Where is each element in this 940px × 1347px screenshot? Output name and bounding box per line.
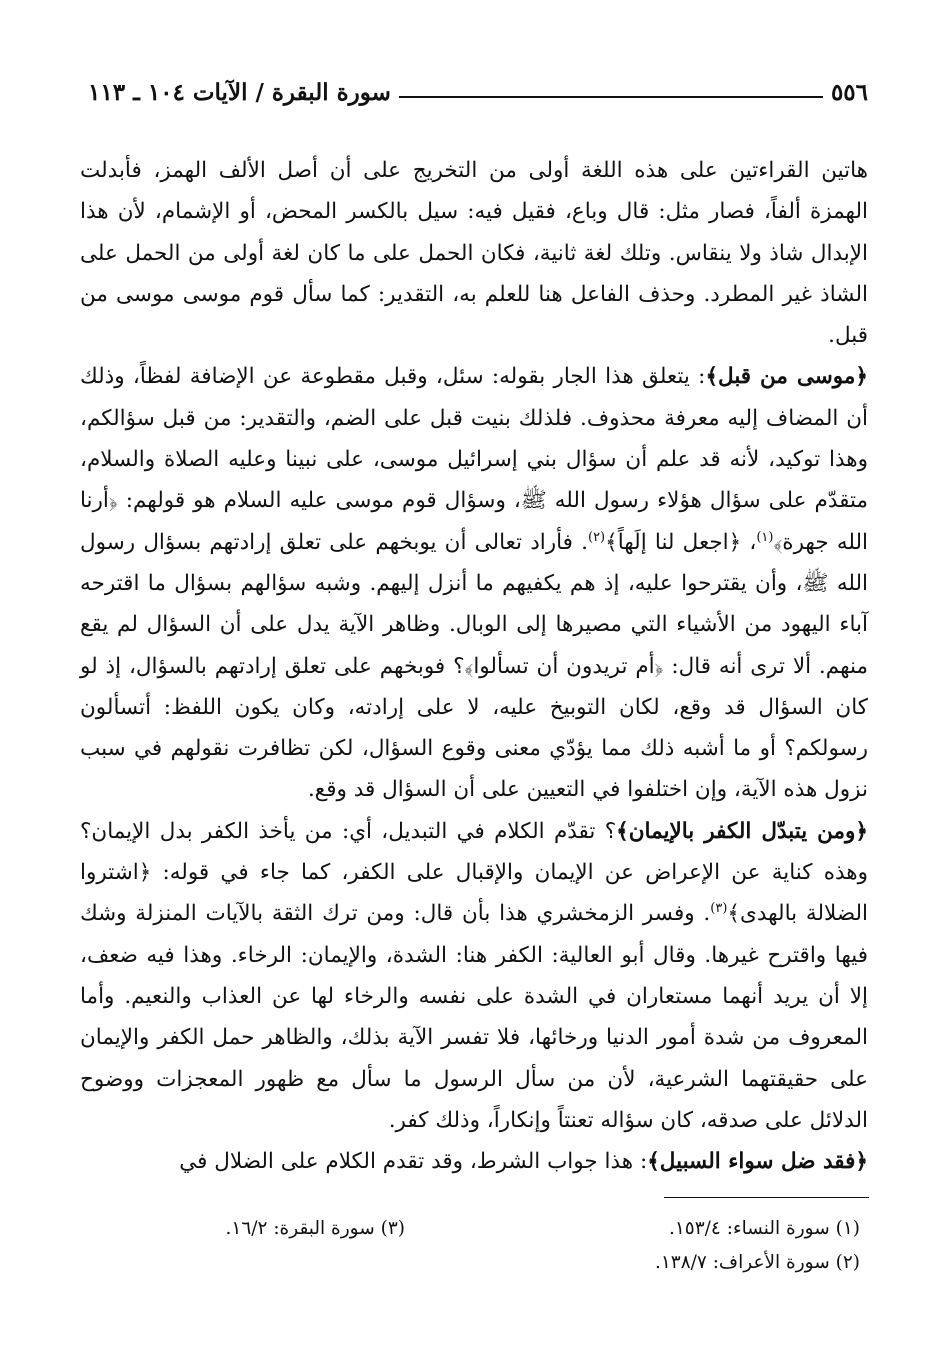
paragraph-3 bbox=[80, 811, 868, 1141]
footnote-ref: (١) bbox=[756, 529, 774, 545]
header-rule bbox=[399, 96, 823, 98]
verse-keyword: ﴿ومن يتبدّل الكفر بالإيمان﴾ bbox=[616, 818, 869, 844]
footnote-1: (١) سورة النساء: ١٥٣/٤. bbox=[668, 1218, 860, 1239]
footnote-2: (٢) سورة الأعراف: ١٣٨/٧. bbox=[654, 1252, 860, 1273]
footnote-ref: (٢) bbox=[587, 529, 606, 545]
paragraph-text: . وفسر الزمخشري هذا بأن قال: ومن ترك الثقة بالآيات المنزلة وشك فيها واقترح غيرها. وقال أبو العالية: الكفر هنا: الشدة، والإيمان: الرخاء. وهذا فيه ضعف، إلا أن يريد أنهما مستعاران في الشدة على نفسه والرخاء لها عن العذاب والنعيم. وأما المعروف من شدة أمور الدنيا ورخائها، فلا تفسر الآية بذلك، والظاهر حمل الكفر والإيمان على حقيقتهما الشرعية، لأن من سأل الرسول ما سأل مع ظهور المعجزات ووضوح الدلائل على صدقه، كان سؤاله تعنتاً وإنكاراً، وذلك كفر. bbox=[80, 901, 868, 1133]
footnote-rule bbox=[664, 1197, 869, 1198]
verse-keyword: ﴿فقد ضل سواء السبيل﴾ bbox=[647, 1149, 868, 1175]
running-header bbox=[88, 66, 868, 106]
paragraph-text: : يتعلق هذا الجار بقوله: سئل، وقبل مقطوعة عن الإضافة لفظاً، وذلك أن المضاف إليه معرفة محذوف. فلذلك بنيت قبل على الضم، والتقدير: من قبل سؤالكم، وهذا توكيد، لأنه قد علم أن سؤال بني إسرائيل موسى، على نبينا وعليه الصلاة والسلام، متقدّم على سؤال هؤلاء رسول الله ﷺ، وسؤال قوم موسى عليه السلام هو قولهم: ﴿أرنا الله جهرة﴾ bbox=[80, 364, 868, 555]
main-text bbox=[80, 150, 868, 1182]
footnote-ref: (٣) bbox=[710, 901, 728, 917]
paragraph-2 bbox=[80, 356, 868, 810]
paragraph-4 bbox=[80, 1141, 868, 1182]
paragraph-text: : هذا جواب الشرط، وقد تقدم الكلام على الضلال في bbox=[179, 1149, 648, 1175]
page-number: ٥٥٦ bbox=[830, 79, 868, 106]
paragraph-text: ؟ تقدّم الكلام في التبديل، أي: من يأخذ الكفر بدل الإيمان؟ وهذه كناية عن الإعراض عن الإيمان والإقبال على الكفر، كما جاء في قوله: ﴿اشتروا الضلالة بالهدى﴾ bbox=[80, 818, 868, 927]
paragraph-text: ، ﴿اجعل لنا إلَهاً﴾ bbox=[605, 529, 757, 555]
footnote-row bbox=[80, 1212, 860, 1246]
footnote-3: (٣) سورة البقرة: ١٦/٢. bbox=[225, 1218, 405, 1239]
verse-keyword: ﴿موسى من قبل﴾ bbox=[705, 364, 869, 390]
paragraph-1: هاتين القراءتين على هذه اللغة أولى من التخريج على أن أصل الألف الهمز، فأبدلت الهمزة ألفاً، فصار مثل: قال وباع، فقيل فيه: سيل بالكسر المحض، أو الإشمام، لأن هذا الإبدال شاذ ولا ينقاس. وتلك لغة ثانية، فكان الحمل على ما كان لغة أولى من الحمل على الشاذ غير المطرد. وحذف الفاعل هنا للعلم به، التقدير: كما سأل قوم موسى موسى من قبل. bbox=[80, 158, 868, 349]
paragraph-text: . فأراد تعالى أن يوبخهم على تعلق إرادتهم بسؤال رسول الله ﷺ، وأن يقترحوا عليه، إذ هم يكفيهم ما أنزل إليهم. وشبه سؤالهم بسؤال ما اقترحه آباء اليهود من الأشياء التي مصيرها إلى الوبال. وظاهر الآية يدل على أن السؤال لم يقع منهم. ألا ترى أنه قال: ﴿أم تريدون أن تسألوا﴾؟ فوبخهم على تعلق إرادتهم بالسؤال، إذ لو كان السؤال قد وقع، لكان التوبيخ عليه، لا على إرادته، وكان يكون اللفظ: أتسألون رسولكم؟ أو ما أشبه ذلك مما يؤدّي معنى وقوع السؤال، لكن تظافرت نقولهم في سبب نزول هذه الآية، وإن اختلفوا في التعيين على أن السؤال قد وقع. bbox=[80, 529, 868, 803]
footnotes bbox=[80, 1212, 860, 1280]
footnote-row bbox=[80, 1246, 860, 1280]
header-title: سورة البقرة / الآيات ١٠٤ ـ ١١٣ bbox=[88, 79, 391, 106]
